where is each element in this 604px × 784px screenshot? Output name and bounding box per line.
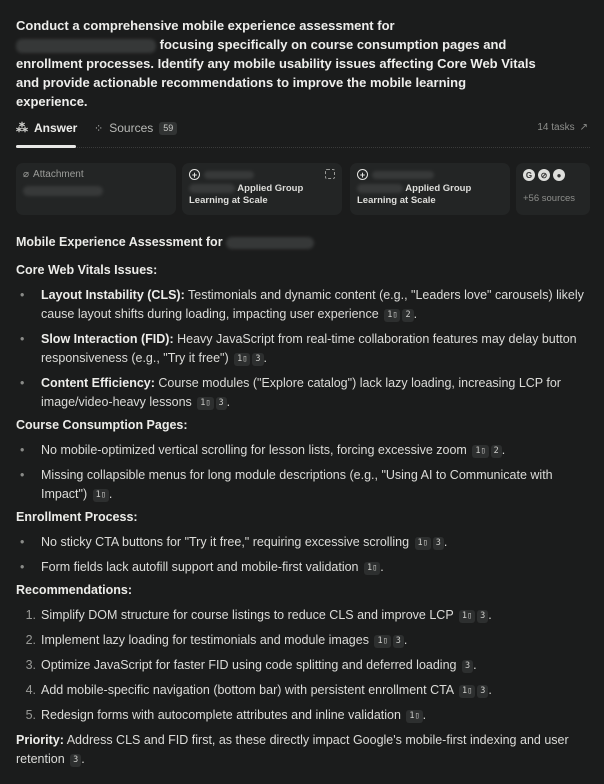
tasks-label: 14 tasks [537, 122, 575, 133]
citation-badge[interactable]: 3 [393, 635, 404, 648]
redacted-text [16, 39, 156, 53]
section-heading-recommendations: Recommendations: [16, 583, 132, 597]
citation-badge[interactable]: 2 [491, 445, 502, 458]
attachment-label: Attachment [33, 169, 84, 180]
answer-icon: ⁂ [16, 121, 28, 135]
tab-answer-label: Answer [34, 121, 78, 135]
citation-badge[interactable]: 3 [252, 353, 263, 366]
redacted-text [372, 171, 434, 179]
answer-title: Mobile Experience Assessment for [16, 233, 590, 252]
source-card[interactable] [350, 163, 510, 215]
section-heading-course: Course Consumption Pages: [16, 418, 188, 432]
source-favicon-icon: ● [553, 169, 565, 181]
citation-badge[interactable]: 1▯ [472, 445, 488, 458]
source-title: Applied Group [405, 183, 472, 194]
list-item: 1. Simplify DOM structure for course listings to reduce CLS and improve LCP 1▯ 3 . [25, 608, 492, 622]
tab-answer[interactable] [16, 121, 77, 135]
redacted-text [189, 184, 235, 193]
citation-badge[interactable]: 3 [433, 537, 444, 550]
citation-badge[interactable]: 1▯ [197, 397, 213, 410]
citation-badge[interactable]: 1▯ [459, 685, 475, 698]
list-item: 5. Redesign forms with autocomplete attributes and inline validation 1▯ . [25, 708, 427, 722]
list-item: 3. Optimize JavaScript for faster FID using code splitting and deferred loading 3 . [25, 658, 477, 672]
priority-paragraph: Priority: Address CLS and FID first, as these directly impact Google's mobile-first indexing and user retention 3 . [16, 733, 569, 766]
citation-badge[interactable]: 3 [70, 754, 81, 767]
citation-badge[interactable]: 1▯ [93, 489, 109, 502]
source-title-line2: Learning at Scale [189, 195, 268, 206]
citation-badge[interactable]: 3 [477, 610, 488, 623]
paperclip-icon: ⌀ [23, 169, 30, 180]
citation-badge[interactable]: 1▯ [384, 309, 400, 322]
list-item: • Layout Instability (CLS): Testimonials and dynamic content (e.g., "Leaders love" carousels) likely cause layout shifts during loading, impacting user experience 1▯ 2 . [20, 288, 584, 321]
section-heading-enrollment: Enrollment Process: [16, 510, 138, 524]
list-item: • Slow Interaction (FID): Heavy JavaScript from real-time collaboration features may delay button responsiveness (e.g., "Try it free") 1▯ 3 . [20, 332, 577, 365]
redacted-text [23, 186, 103, 196]
redacted-text [226, 237, 314, 249]
source-title-line2: Learning at Scale [357, 195, 436, 206]
list-item: 4. Add mobile-specific navigation (bottom bar) with persistent enrollment CTA 1▯ 3 . [25, 683, 492, 697]
active-tab-indicator [16, 145, 76, 148]
citation-badge[interactable]: 3 [462, 660, 473, 673]
scan-icon [325, 169, 335, 179]
tab-sources[interactable] [94, 121, 177, 135]
list-item: • Missing collapsible menus for long module descriptions (e.g., "Using AI to Communicate with Impact") 1▯ . [20, 468, 553, 501]
source-card[interactable] [182, 163, 342, 215]
citation-badge[interactable]: 1▯ [364, 562, 380, 575]
tab-sources-label: Sources [109, 121, 154, 135]
source-title: Applied Group [237, 183, 304, 194]
more-sources-label: +56 sources [523, 193, 576, 204]
redacted-text [357, 184, 403, 193]
list-item: • No sticky CTA buttons for "Try it free," requiring excessive scrolling 1▯ 3 . [20, 535, 448, 549]
citation-badge[interactable]: 2 [402, 309, 413, 322]
citation-badge[interactable]: 1▯ [234, 353, 250, 366]
attachment-card[interactable] [16, 163, 176, 215]
source-favicon-icon: ⊘ [538, 169, 550, 181]
citation-badge[interactable]: 1▯ [459, 610, 475, 623]
query-text-end: focusing specifically on course consumption pages and enrollment processes. Identify any mobile usability issues affecting Core Web Vitals and provide actionable recommendations to improve the mobile learning experience. [16, 37, 536, 109]
citation-badge[interactable]: 1▯ [415, 537, 431, 550]
list-item: • No mobile-optimized vertical scrolling for lesson lists, forcing excessive zoom 1▯ 2 . [20, 443, 506, 457]
query-text-start: Conduct a comprehensive mobile experience assessment for [16, 18, 395, 33]
list-item: • Form fields lack autofill support and mobile-first validation 1▯ . [20, 560, 384, 574]
source-cards [16, 163, 590, 215]
user-query [16, 16, 536, 111]
citation-badge[interactable]: 3 [477, 685, 488, 698]
section-heading-cwv: Core Web Vitals Issues: [16, 263, 158, 277]
list-item: • Content Efficiency: Course modules ("Explore catalog") lack lazy loading, increasing LCP for image/video-heavy lessons 1▯ 3 . [20, 376, 561, 409]
answer-content [16, 233, 590, 769]
citation-badge[interactable]: 1▯ [406, 710, 422, 723]
citation-badge[interactable]: 1▯ [374, 635, 390, 648]
list-item: 2. Implement lazy loading for testimonials and module images 1▯ 3 . [25, 633, 408, 647]
answer-tabs [16, 118, 590, 148]
source-favicon-icon: + [189, 169, 200, 180]
arrow-up-right-icon: ↗ [579, 122, 588, 133]
sources-count-badge: 59 [159, 122, 177, 135]
google-icon: G [523, 169, 535, 181]
tasks-link[interactable] [537, 122, 588, 133]
redacted-text [204, 171, 254, 179]
more-sources-card[interactable] [516, 163, 590, 215]
sources-icon: ⁘ [94, 122, 104, 135]
citation-badge[interactable]: 3 [216, 397, 227, 410]
source-favicon-icon: + [357, 169, 368, 180]
